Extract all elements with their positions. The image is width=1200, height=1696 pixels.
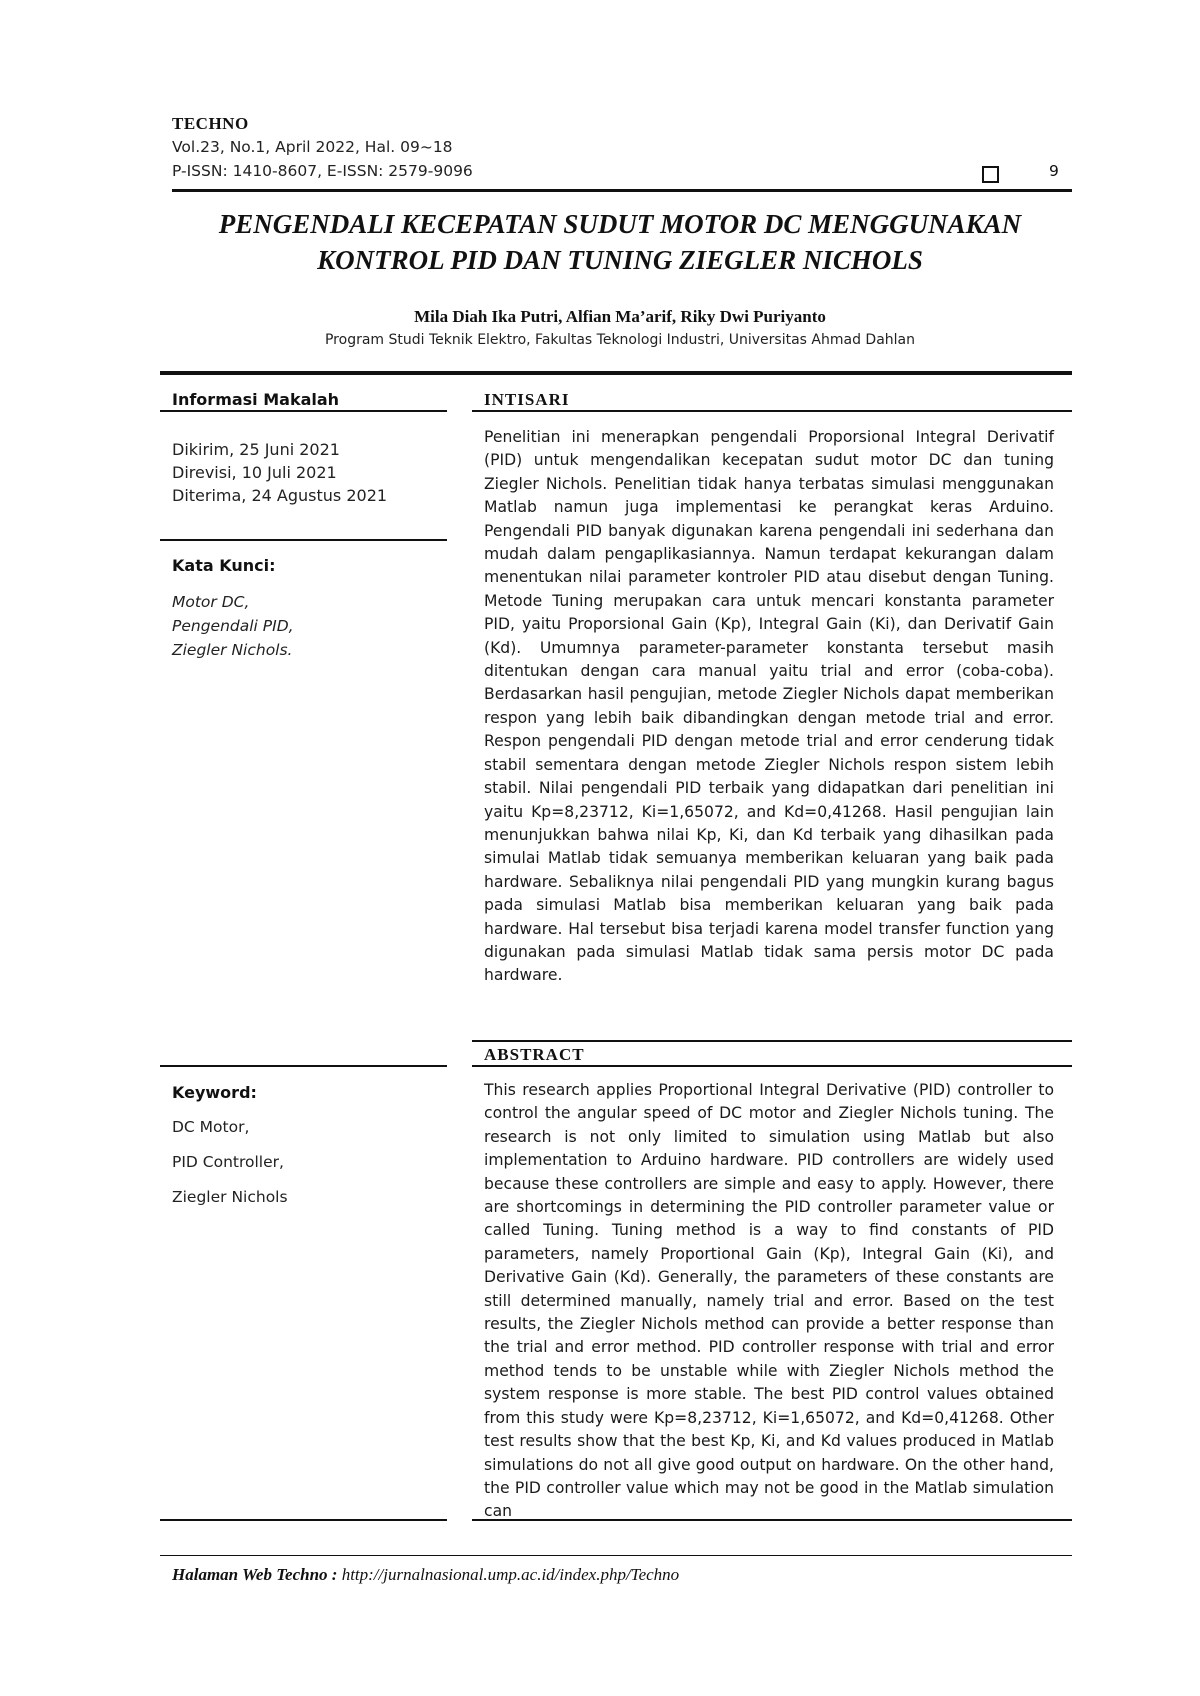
left-bottom-rule [160, 1519, 447, 1521]
kata-kunci-item: Pengendali PID, [172, 617, 294, 635]
kata-kunci-heading: Kata Kunci: [172, 556, 276, 575]
paper-authors: Mila Diah Ika Putri, Alfian Ma’arif, Riky Dwi Puriyanto [414, 307, 826, 326]
footer-url[interactable]: http://jurnalnasional.ump.ac.id/index.php/Techno [341, 1565, 680, 1584]
kata-kunci-item: Motor DC, [172, 593, 250, 611]
paper-title-line-1: PENGENDALI KECEPATAN SUDUT MOTOR DC MENGGUNAKAN [218, 209, 1022, 239]
date-revised: Direvisi, 10 Juli 2021 [172, 463, 337, 482]
abstract-top-rule [472, 1040, 1072, 1042]
header-rule [172, 189, 1072, 192]
journal-volume: Vol.23, No.1, April 2022, Hal. 09~18 [172, 138, 453, 156]
intisari-heading: INTISARI [484, 390, 570, 409]
checkbox-square-icon [982, 166, 999, 183]
submission-dates [172, 438, 387, 507]
intisari-heading-rule [472, 410, 1072, 412]
kata-kunci-list [172, 590, 294, 662]
keyword-item: Ziegler Nichols [172, 1188, 288, 1206]
kata-kunci-item: Ziegler Nichols. [172, 641, 293, 659]
journal-name: TECHNO [172, 114, 249, 133]
paper-title-line-2: KONTROL PID DAN TUNING ZIEGLER NICHOLS [317, 245, 923, 275]
footer [172, 1565, 679, 1585]
paper-affiliation: Program Studi Teknik Elektro, Fakultas Teknologi Industri, Universitas Ahmad Dahlan [324, 332, 915, 348]
intisari-text: Penelitian ini menerapkan pengendali Proporsional Integral Derivatif (PID) untuk mengendalikan kecepatan sudut motor DC dan tuning Ziegler Nichols. Penelitian tidak hanya terbatas simulasi menggunakan Matlab namun juga implementasi ke perangkat keras Arduino. Pengendali PID banyak digunakan karena pengendali ini sederhana dan mudah dalam pengaplikasiannya. Namun terdapat kekurangan dalam menentukan nilai parameter kontroler PID atau disebut dengan Tuning. Metode Tuning merupakan cara untuk mencari konstanta parameter PID, yaitu Proporsional Gain (Kp), Integral Gain (Ki), dan Derivatif Gain (Kd). Umumnya parameter-parameter konstanta tersebut masih ditentukan dengan cara manual yaitu trial and error (coba-coba). Berdasarkan hasil pengujian, metode Ziegler Nichols dapat memberikan respon yang lebih baik dibandingkan dengan metode trial and error. Respon pengendali PID dengan metode trial and error cenderung tidak stabil sementara dengan metode Ziegler Nichols respon sistem lebih stabil. Nilai pengendali PID terbaik yang didapatkan dari penelitian ini yaitu Kp=8,23712, Ki=1,65072, and Kd=0,41268. Hasil pengujian lain menunjukkan bahwa nilai Kp, Ki, dan Kd terbaik yang dihasilkan pada simulai Matlab tidak semuanya memberikan keluaran yang baik pada hardware. Sebaliknya nilai pengendali PID yang mungkin kurang bagus pada simulasi Matlab bisa memberikan keluaran yang baik pada hardware. Hal tersebut bisa terjadi karena model transfer function yang digunakan pada simulasi Matlab tidak sama persis motor DC pada hardware. [484, 428, 1054, 985]
page-number: 9 [1049, 162, 1059, 180]
abstract-bottom-rule [472, 1519, 1072, 1521]
abstract-heading-rule [472, 1065, 1072, 1067]
keyword-heading: Keyword: [172, 1083, 257, 1102]
journal-issn: P-ISSN: 1410-8607, E-ISSN: 2579-9096 [172, 162, 473, 180]
paper-title [120, 206, 1120, 278]
info-heading-rule [160, 410, 447, 412]
date-submitted: Dikirim, 25 Juni 2021 [172, 440, 340, 459]
abstract-text: This research applies Proportional Integral Derivative (PID) controller to control the angular speed of DC motor and Ziegler Nichols tuning. The research is not only limited to simulation using Matlab but also implementation to Arduino hardware. PID controllers are widely used because these controllers are simple and easy to apply. However, there are shortcomings in determining the PID controller parameter value or called Tuning. Tuning method is a way to find constants of PID parameters, namely Proportional Gain (Kp), Integral Gain (Ki), and Derivative Gain (Kd). Generally, the parameters of these constants are still determined manually, namely trial and error. Based on the test results, the Ziegler Nichols method can provide a better response than the trial and error method. PID controller response with trial and error method tends to be unstable while with Ziegler Nichols method the system response is more stable. The best PID control values obtained from this study were Kp=8,23712, Ki=1,65072, and Kd=0,41268. Other test results show that the best Kp, Ki, and Kd values produced in Matlab simulations do not all give good output on hardware. On the other hand, the PID controller value which may not be good in the Matlab simulation can [484, 1081, 1054, 1519]
info-heading: Informasi Makalah [172, 390, 340, 409]
keyword-list [172, 1110, 288, 1215]
footer-label: Halaman Web Techno : [172, 1565, 338, 1584]
abstract-heading: ABSTRACT [484, 1045, 585, 1064]
info-divider [160, 539, 447, 541]
footer-rule [160, 1555, 1072, 1556]
keyword-item: PID Controller, [172, 1153, 284, 1171]
title-rule [160, 371, 1072, 375]
keyword-rule [160, 1065, 447, 1067]
date-accepted: Diterima, 24 Agustus 2021 [172, 486, 388, 505]
keyword-item: DC Motor, [172, 1118, 250, 1136]
